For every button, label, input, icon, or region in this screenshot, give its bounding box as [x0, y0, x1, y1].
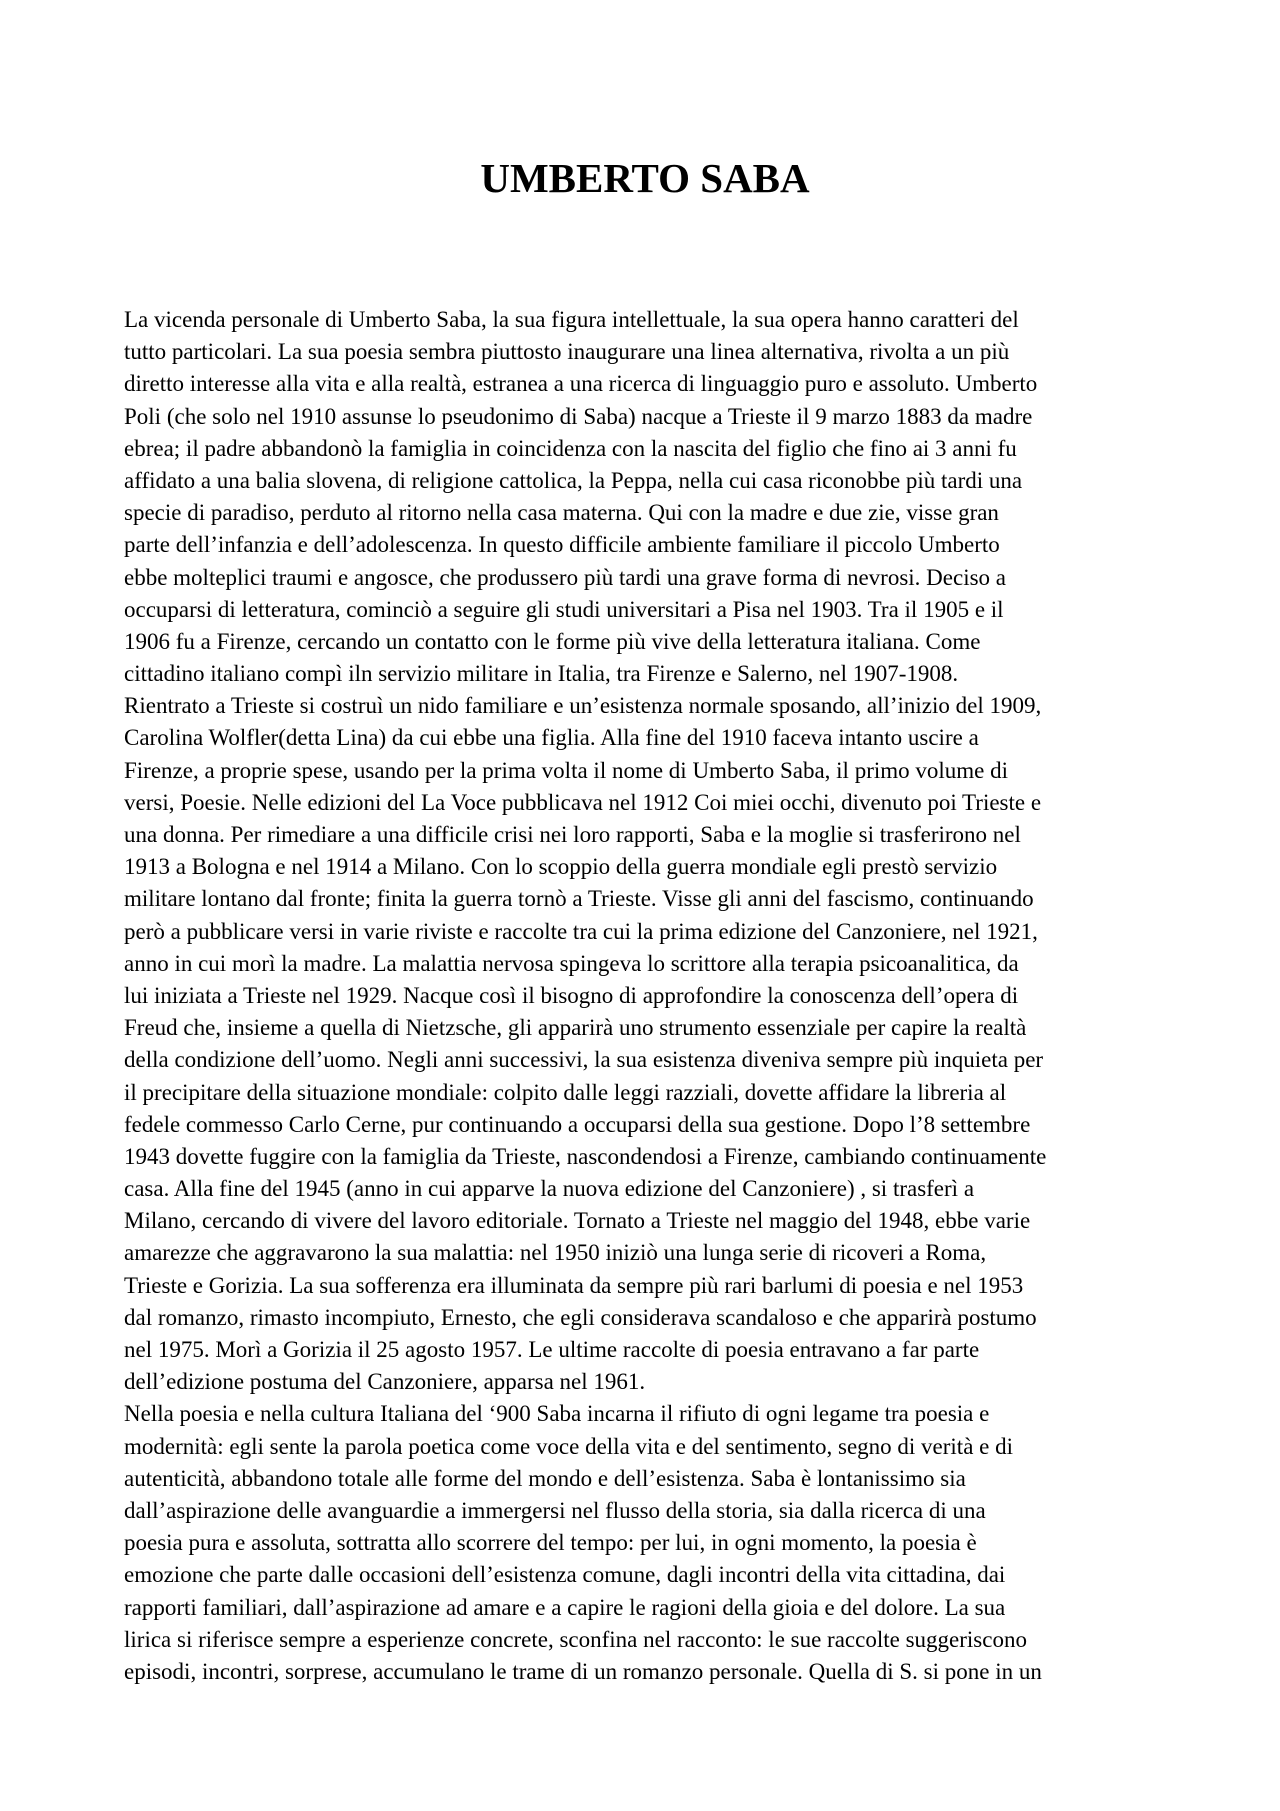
- text-line: cittadino italiano compì iln servizio militare in Italia, tra Firenze e Salerno, nel 1907-1908.: [124, 661, 959, 687]
- text-line: amarezze che aggravarono la sua malattia: nel 1950 iniziò una lunga serie di ricoveri a Roma,: [124, 1240, 987, 1266]
- text-line: emozione che parte dalle occasioni dell’esistenza comune, dagli incontri della vita cittadina, dai: [124, 1562, 1006, 1588]
- text-line: Freud che, insieme a quella di Nietzsche, gli apparirà uno strumento essenziale per capire la realtà: [124, 1015, 1027, 1041]
- text-line: episodi, incontri, sorprese, accumulano le trame di un romanzo personale. Quella di S. si pone in un: [124, 1658, 1042, 1684]
- text-line: anno in cui morì la madre. La malattia nervosa spingeva lo scrittore alla terapia psicoanalitica, da: [124, 950, 1019, 976]
- text-line: lui iniziata a Trieste nel 1929. Nacque così il bisogno di approfondire la conoscenza dell’opera di: [124, 982, 1019, 1008]
- text-line: nel 1975. Morì a Gorizia il 25 agosto 1957. Le ultime raccolte di poesia entravano a far parte: [124, 1337, 980, 1362]
- text-line: della condizione dell’uomo. Negli anni successivi, la sua esistenza diveniva sempre più inquieta per: [124, 1047, 1044, 1073]
- text-line: modernità: egli sente la parola poetica come voce della vita e del sentimento, segno di verità e di: [124, 1433, 1014, 1459]
- text-line: ebbe molteplici traumi e angosce, che produssero più tardi una grave forma di nevrosi. Deciso a: [124, 564, 1007, 590]
- text-line: dal romanzo, rimasto incompiuto, Ernesto, che egli considerava scandaloso e che apparirà postumo: [124, 1304, 1037, 1330]
- text-line: tutto particolari. La sua poesia sembra piuttosto inaugurare una linea alternativa, rivolta a un più: [124, 339, 1010, 365]
- text-line: ebrea; il padre abbandonò la famiglia in coincidenza con la nascita del figlio che fino ai 3 anni fu: [124, 435, 1017, 461]
- text-line: Firenze, a proprie spese, usando per la prima volta il nome di Umberto Saba, il primo volume di: [124, 757, 1009, 783]
- text-line: una donna. Per rimediare a una difficile crisi nei loro rapporti, Saba e la moglie si trasferirono nel: [124, 822, 1021, 847]
- body-text: [124, 304, 1164, 1688]
- text-line: però a pubblicare versi in varie riviste e raccolte tra cui la prima edizione del Canzoniere, nel 1921,: [124, 918, 1038, 944]
- text-line: parte dell’infanzia e dell’adolescenza. In questo difficile ambiente familiare il piccolo Umberto: [124, 532, 1000, 558]
- text-line: il precipitare della situazione mondiale: colpito dalle leggi razziali, dovette affidare la libreria al: [124, 1079, 1007, 1105]
- page-title: UMBERTO SABA: [480, 155, 810, 201]
- text-line: Carolina Wolfler(detta Lina) da cui ebbe una figlia. Alla fine del 1910 faceva intanto uscire a: [124, 725, 979, 751]
- text-line: fedele commesso Carlo Cerne, pur continuando a occuparsi della sua gestione. Dopo l’8 settembre: [124, 1111, 1031, 1137]
- text-line: dell’edizione postuma del Canzoniere, apparsa nel 1961.: [124, 1369, 646, 1395]
- text-line: 1913 a Bologna e nel 1914 a Milano. Con lo scoppio della guerra mondiale egli prestò servizio: [124, 854, 998, 880]
- text-line: 1943 dovette fuggire con la famiglia da Trieste, nascondendosi a Firenze, cambiando continuamente: [124, 1143, 1047, 1169]
- text-line: La vicenda personale di Umberto Saba, la sua figura intellettuale, la sua opera hanno caratteri del: [124, 307, 1019, 332]
- text-line: Nella poesia e nella cultura Italiana del ‘900 Saba incarna il rifiuto di ogni legame tra poesia e: [124, 1401, 990, 1427]
- text-line: Poli (che solo nel 1910 assunse lo pseudonimo di Saba) nacque a Trieste il 9 marzo 1883 da madre: [124, 403, 1033, 429]
- text-line: Rientrato a Trieste si costruì un nido familiare e un’esistenza normale sposando, all’inizio del 1909,: [124, 693, 1042, 719]
- text-line: Trieste e Gorizia. La sua sofferenza era illuminata da sempre più rari barlumi di poesia e nel 1953: [124, 1272, 1024, 1298]
- text-line: rapporti familiari, dall’aspirazione ad amare e a capire le ragioni della gioia e del dolore. La sua: [124, 1594, 1006, 1620]
- text-line: occuparsi di letteratura, cominciò a seguire gli studi universitari a Pisa nel 1903. Tra il 1905 e il: [124, 596, 1004, 622]
- text-line: Milano, cercando di vivere del lavoro editoriale. Tornato a Trieste nel maggio del 1948, ebbe varie: [124, 1208, 1031, 1234]
- text-line: versi, Poesie. Nelle edizioni del La Voce pubblicava nel 1912 Coi miei occhi, divenuto poi Trieste e: [124, 789, 1042, 815]
- text-line: militare lontano dal fronte; finita la guerra tornò a Trieste. Visse gli anni del fascismo, continuando: [124, 886, 1034, 912]
- text-line: poesia pura e assoluta, sottratta allo scorrere del tempo: per lui, in ogni momento, la poesia è: [124, 1530, 977, 1556]
- text-line: autenticità, abbandono totale alle forme del mondo e dell’esistenza. Saba è lontanissimo sia: [124, 1465, 966, 1491]
- text-line: lirica si riferisce sempre a esperienze concrete, sconfina nel racconto: le sue raccolte suggeriscono: [124, 1626, 1027, 1652]
- text-line: 1906 fu a Firenze, cercando un contatto con le forme più vive della letteratura italiana. Come: [124, 628, 981, 654]
- text-line: dall’aspirazione delle avanguardie a immergersi nel flusso della storia, sia dalla ricerca di una: [124, 1497, 986, 1523]
- text-line: casa. Alla fine del 1945 (anno in cui apparve la nuova edizione del Canzoniere) , si trasferì a: [124, 1176, 975, 1202]
- text-line: affidato a una balia slovena, di religione cattolica, la Peppa, nella cui casa riconobbe più tardi una: [124, 467, 1023, 493]
- text-line: diretto interesse alla vita e alla realtà, estranea a una ricerca di linguaggio puro e assoluto. Umberto: [124, 371, 1038, 397]
- text-line: specie di paradiso, perduto al ritorno nella casa materna. Qui con la madre e due zie, visse gran: [124, 500, 999, 526]
